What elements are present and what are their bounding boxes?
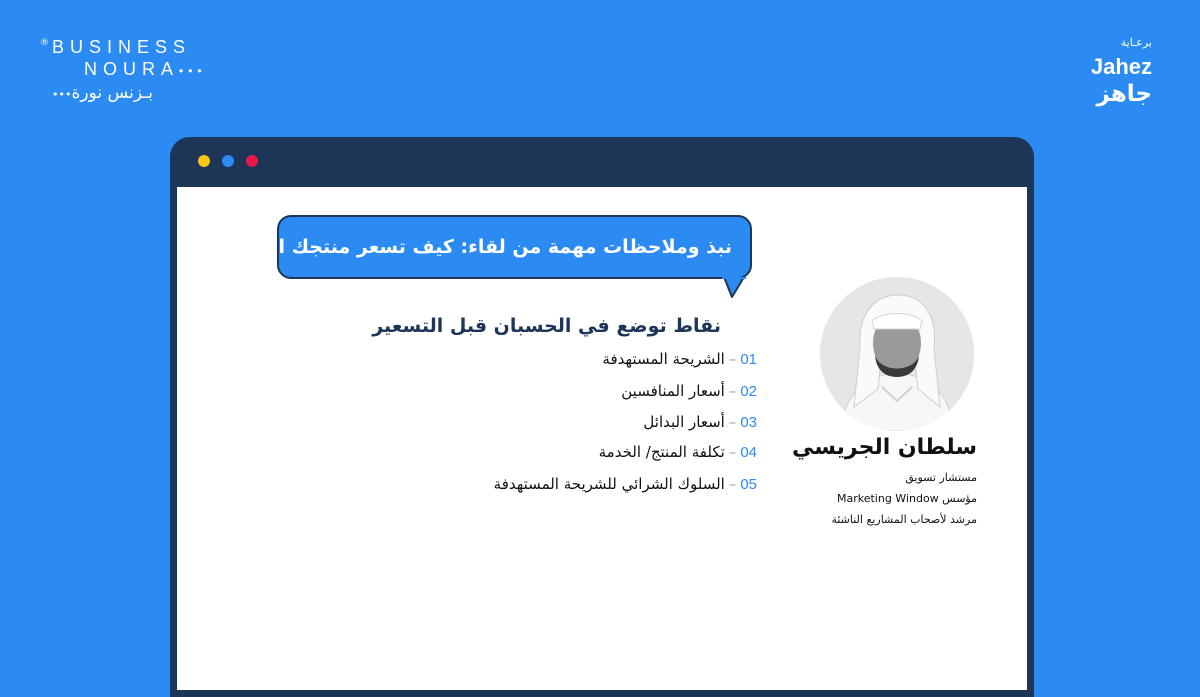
logo-dots-arabic: •••	[52, 88, 72, 101]
point-number: 03	[740, 414, 757, 431]
sponsor-by-label: برعـاية	[1120, 36, 1152, 49]
jahez-logo-ar: جاهز	[1096, 81, 1152, 107]
registered-mark: ®	[40, 38, 49, 48]
red-dot-icon	[246, 155, 258, 167]
point-number: 05	[740, 476, 757, 493]
logo-noura-text: NOURA	[84, 59, 180, 79]
browser-titlebar	[170, 137, 1034, 187]
person-name: سلطان الجريسي	[792, 435, 977, 460]
point-label: أسعار البدائل	[643, 413, 725, 431]
point-label: الشريحة المستهدفة	[602, 350, 725, 368]
person-role: مرشد لأصحاب المشاريع الناشئة	[831, 513, 977, 526]
point-label: أسعار المنافسين	[621, 382, 725, 400]
points-title: نقاط توضع في الحسبان قبل التسعير	[372, 315, 721, 337]
logo-line-arabic	[40, 82, 220, 106]
logo-line-noura	[40, 58, 220, 82]
logo-dots: •••	[179, 64, 207, 78]
person-role: مستشار تسويق	[905, 471, 977, 484]
sponsor-block	[1042, 36, 1152, 108]
list-item: 01–الشريحة المستهدفة	[602, 350, 757, 368]
business-noura-logo	[40, 36, 220, 106]
person-role: مؤسس Marketing Window	[836, 492, 977, 505]
point-label: تكلفة المنتج/ الخدمة	[598, 443, 725, 461]
list-item: 05–السلوك الشرائي للشريحة المستهدفة	[493, 475, 757, 493]
browser-window	[170, 137, 1034, 697]
logo-line-business: BUSINESS	[52, 37, 192, 57]
list-item: 02–أسعار المنافسين	[621, 382, 757, 400]
point-number: 01	[740, 351, 757, 368]
list-item: 04–تكلفة المنتج/ الخدمة	[598, 443, 757, 461]
speech-bubble: نبذ وملاحظات مهمة من لقاء: كيف تسعر منتجك او خدمتك	[277, 215, 752, 279]
list-item: 03–أسعار البدائل	[643, 413, 757, 431]
speech-bubble-tail-icon	[722, 277, 746, 299]
point-label: السلوك الشرائي للشريحة المستهدفة	[493, 475, 725, 493]
jahez-logo-en: Jahez	[1090, 54, 1152, 79]
avatar	[820, 277, 974, 431]
point-number: 02	[740, 383, 757, 400]
blue-dot-icon	[222, 155, 234, 167]
yellow-dot-icon	[198, 155, 210, 167]
point-number: 04	[740, 444, 757, 461]
logo-arabic-text: بـزنس نورة	[71, 83, 153, 103]
person-portrait-icon	[820, 277, 974, 431]
